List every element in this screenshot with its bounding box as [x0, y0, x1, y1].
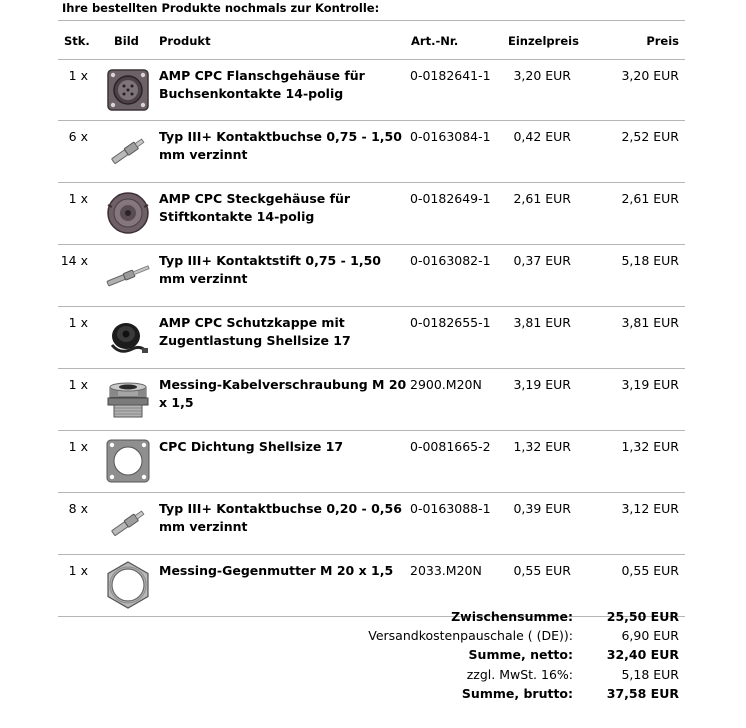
subtotal-value: 25,50 EUR: [606, 609, 679, 624]
row-qty: 1 x: [68, 439, 88, 454]
row-price: 3,19 EUR: [621, 377, 679, 392]
row-qty: 1 x: [68, 563, 88, 578]
row-article: 0-0163082-1: [410, 253, 491, 268]
socket-contact-icon[interactable]: [102, 125, 154, 177]
pin-contact-icon[interactable]: [102, 249, 154, 301]
vat-row: [58, 666, 685, 685]
row-article: 0-0163084-1: [410, 129, 491, 144]
shipping-label: Versandkostenpauschale ( (DE)):: [368, 628, 573, 644]
order-table: [58, 20, 685, 617]
header-article: Art.-Nr.: [411, 34, 459, 48]
vat-label: zzgl. MwSt. 16%:: [466, 666, 573, 682]
socket-contact-icon[interactable]: [102, 497, 154, 549]
row-qty: 8 x: [68, 501, 88, 516]
shipping-value: 6,90 EUR: [621, 628, 679, 644]
row-price: 2,61 EUR: [621, 191, 679, 206]
protective-cap-icon[interactable]: [102, 311, 154, 363]
row-product[interactable]: Typ III+ Kontaktstift 0,75 - 1,50 mm verzinnt: [159, 253, 381, 286]
row-price: 1,32 EUR: [621, 439, 679, 454]
row-price: 2,52 EUR: [621, 129, 679, 144]
net-total-row: [58, 646, 685, 665]
row-article: 2033.M20N: [410, 563, 482, 578]
row-unit-price: 0,39 EUR: [513, 501, 571, 516]
gasket-icon[interactable]: [102, 435, 154, 487]
table-row: [58, 493, 685, 555]
row-article: 0-0182655-1: [410, 315, 491, 330]
shipping-row: [58, 627, 685, 646]
table-row: [58, 245, 685, 307]
header-product: Produkt: [159, 34, 211, 48]
row-unit-price: 0,37 EUR: [513, 253, 571, 268]
row-product[interactable]: CPC Dichtung Shellsize 17: [159, 439, 344, 454]
header-price: Preis: [646, 34, 679, 48]
header-image: Bild: [114, 34, 139, 48]
table-row: [58, 369, 685, 431]
page-heading: Ihre bestellten Produkte nochmals zur Kontrolle:: [62, 1, 380, 15]
cable-gland-icon[interactable]: [102, 373, 154, 425]
header-qty: Stk.: [64, 34, 90, 48]
row-unit-price: 3,81 EUR: [513, 315, 571, 330]
row-product[interactable]: Messing-Kabelverschraubung M 20 x 1,5: [159, 377, 407, 410]
subtotal-label: Zwischensumme:: [451, 609, 573, 624]
row-qty: 14 x: [60, 253, 88, 268]
header-unit-price: Einzelpreis: [508, 34, 579, 48]
table-row: [58, 183, 685, 245]
row-price: 3,81 EUR: [621, 315, 679, 330]
plug-housing-icon[interactable]: [102, 187, 154, 239]
row-price: 3,12 EUR: [621, 501, 679, 516]
row-article: 0-0081665-2: [410, 439, 491, 454]
row-unit-price: 0,42 EUR: [513, 129, 571, 144]
row-qty: 1 x: [68, 377, 88, 392]
row-product[interactable]: Messing-Gegenmutter M 20 x 1,5: [159, 563, 394, 578]
row-article: 0-0182649-1: [410, 191, 491, 206]
row-unit-price: 2,61 EUR: [513, 191, 571, 206]
row-product[interactable]: Typ III+ Kontaktbuchse 0,75 - 1,50 mm verzinnt: [159, 129, 402, 162]
row-price: 0,55 EUR: [621, 563, 679, 578]
flange-housing-icon[interactable]: [102, 64, 154, 116]
net-total-label: Summe, netto:: [468, 647, 573, 663]
row-unit-price: 3,19 EUR: [513, 377, 571, 392]
vat-value: 5,18 EUR: [621, 666, 679, 682]
row-price: 3,20 EUR: [621, 68, 679, 83]
gross-total-value: 37,58 EUR: [606, 685, 679, 701]
row-qty: 6 x: [68, 129, 88, 144]
table-row: [58, 307, 685, 369]
row-unit-price: 3,20 EUR: [513, 68, 571, 83]
row-qty: 1 x: [68, 68, 88, 83]
row-product[interactable]: AMP CPC Steckgehäuse für Stiftkontakte 14-polig: [159, 191, 351, 224]
row-qty: 1 x: [68, 191, 88, 206]
row-price: 5,18 EUR: [621, 253, 679, 268]
net-total-value: 32,40 EUR: [606, 647, 679, 663]
row-product[interactable]: AMP CPC Flanschgehäuse für Buchsenkontakte 14-polig: [159, 68, 365, 101]
row-article: 2900.M20N: [410, 377, 482, 392]
order-totals: [58, 608, 685, 704]
row-product[interactable]: Typ III+ Kontaktbuchse 0,20 - 0,56 mm verzinnt: [159, 501, 402, 534]
table-row: [58, 121, 685, 183]
subtotal-row: [58, 608, 685, 627]
row-unit-price: 1,32 EUR: [513, 439, 571, 454]
table-header-row: [58, 21, 685, 60]
table-row: [58, 431, 685, 493]
gross-total-row: [58, 685, 685, 704]
row-article: 0-0182641-1: [410, 68, 491, 83]
hex-nut-icon[interactable]: [102, 559, 154, 611]
row-unit-price: 0,55 EUR: [513, 563, 571, 578]
row-product[interactable]: AMP CPC Schutzkappe mit Zugentlastung Shellsize 17: [159, 315, 351, 348]
gross-total-label: Summe, brutto:: [461, 685, 573, 701]
table-row: [58, 60, 685, 121]
row-qty: 1 x: [68, 315, 88, 330]
row-article: 0-0163088-1: [410, 501, 491, 516]
